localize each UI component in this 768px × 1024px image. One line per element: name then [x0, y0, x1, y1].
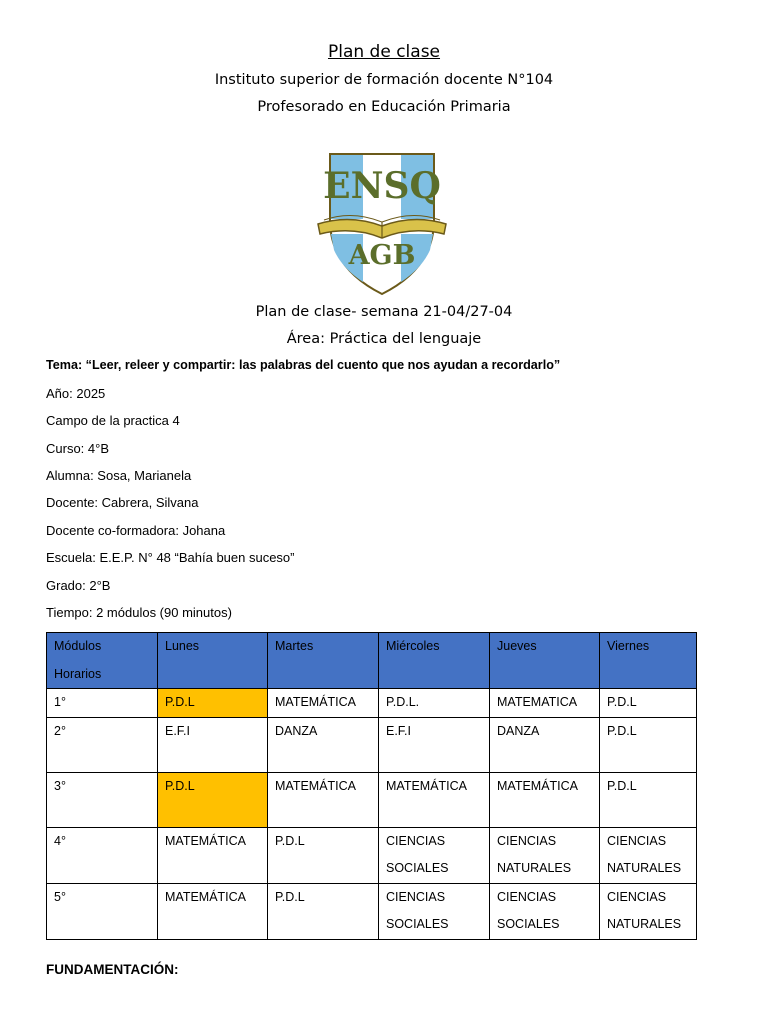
header-martes: Martes	[268, 633, 379, 689]
plan-anio: Año: 2025	[46, 386, 106, 401]
plan-tema: Tema: “Leer, releer y compartir: las palabras del cuento que nos ayudan a recordarlo”	[46, 358, 561, 372]
school-logo	[312, 150, 452, 298]
cell-viernes: P.D.L	[600, 689, 697, 718]
cell-jueves: CIENCIAS SOCIALES	[490, 883, 600, 939]
table-header-row	[47, 633, 697, 689]
cell-jueves: MATEMATICA	[490, 689, 600, 718]
plan-escuela: Escuela: E.E.P. N° 48 “Bahía buen suceso”	[46, 550, 295, 565]
header-miercoles: Miércoles	[379, 633, 490, 689]
header-jueves: Jueves	[490, 633, 600, 689]
cell-martes: P.D.L	[268, 883, 379, 939]
cell-martes: MATEMÁTICA	[268, 772, 379, 827]
plan-alumna: Alumna: Sosa, Marianela	[46, 468, 192, 483]
cell-jueves: DANZA	[490, 717, 600, 772]
cell-miercoles: P.D.L.	[379, 689, 490, 718]
cell-modulo: 5°	[47, 883, 158, 939]
cell-martes: MATEMÁTICA	[268, 689, 379, 718]
section-heading-fundamentacion: FUNDAMENTACIÓN:	[46, 962, 179, 977]
cell-miercoles: E.F.I	[379, 717, 490, 772]
table-row	[47, 827, 697, 883]
cell-miercoles: CIENCIAS SOCIALES	[379, 883, 490, 939]
schedule-table	[46, 632, 697, 940]
cell-lunes: P.D.L	[158, 772, 268, 827]
table-row	[47, 883, 697, 939]
cell-miercoles: MATEMÁTICA	[379, 772, 490, 827]
cell-lunes: MATEMÁTICA	[158, 883, 268, 939]
cell-viernes: CIENCIAS NATURALES	[600, 883, 697, 939]
institute-name: Instituto superior de formación docente N°104	[214, 72, 554, 88]
cell-lunes: P.D.L	[158, 689, 268, 718]
cell-martes: DANZA	[268, 717, 379, 772]
header-modulos: Módulos Horarios	[47, 633, 158, 689]
cell-miercoles: CIENCIAS SOCIALES	[379, 827, 490, 883]
table-row	[47, 772, 697, 827]
plan-coformadora: Docente co-formadora: Johana	[46, 523, 226, 538]
cell-modulo: 3°	[47, 772, 158, 827]
cell-lunes: MATEMÁTICA	[158, 827, 268, 883]
cell-modulo: 4°	[47, 827, 158, 883]
cell-viernes: P.D.L	[600, 717, 697, 772]
cell-viernes: P.D.L	[600, 772, 697, 827]
cell-martes: P.D.L	[268, 827, 379, 883]
logo-top-text: ENSQ	[323, 165, 441, 207]
cell-modulo: 2°	[47, 717, 158, 772]
plan-week: Plan de clase- semana 21-04/27-04	[255, 304, 513, 320]
plan-grado: Grado: 2°B	[46, 578, 111, 593]
plan-area: Área: Práctica del lenguaje	[286, 331, 482, 347]
page-title: Plan de clase	[327, 42, 441, 62]
plan-curso: Curso: 4°B	[46, 441, 110, 456]
cell-jueves: MATEMÁTICA	[490, 772, 600, 827]
cell-viernes: CIENCIAS NATURALES	[600, 827, 697, 883]
plan-docente: Docente: Cabrera, Silvana	[46, 495, 199, 510]
header-lunes: Lunes	[158, 633, 268, 689]
cell-modulo: 1°	[47, 689, 158, 718]
program-name: Profesorado en Educación Primaria	[257, 99, 511, 115]
cell-lunes: E.F.I	[158, 717, 268, 772]
plan-tiempo: Tiempo: 2 módulos (90 minutos)	[46, 605, 232, 620]
table-row	[47, 717, 697, 772]
plan-campo: Campo de la practica 4	[46, 413, 180, 428]
logo-bottom-text: AGB	[348, 240, 416, 271]
header-viernes: Viernes	[600, 633, 697, 689]
table-row	[47, 689, 697, 718]
cell-jueves: CIENCIAS NATURALES	[490, 827, 600, 883]
